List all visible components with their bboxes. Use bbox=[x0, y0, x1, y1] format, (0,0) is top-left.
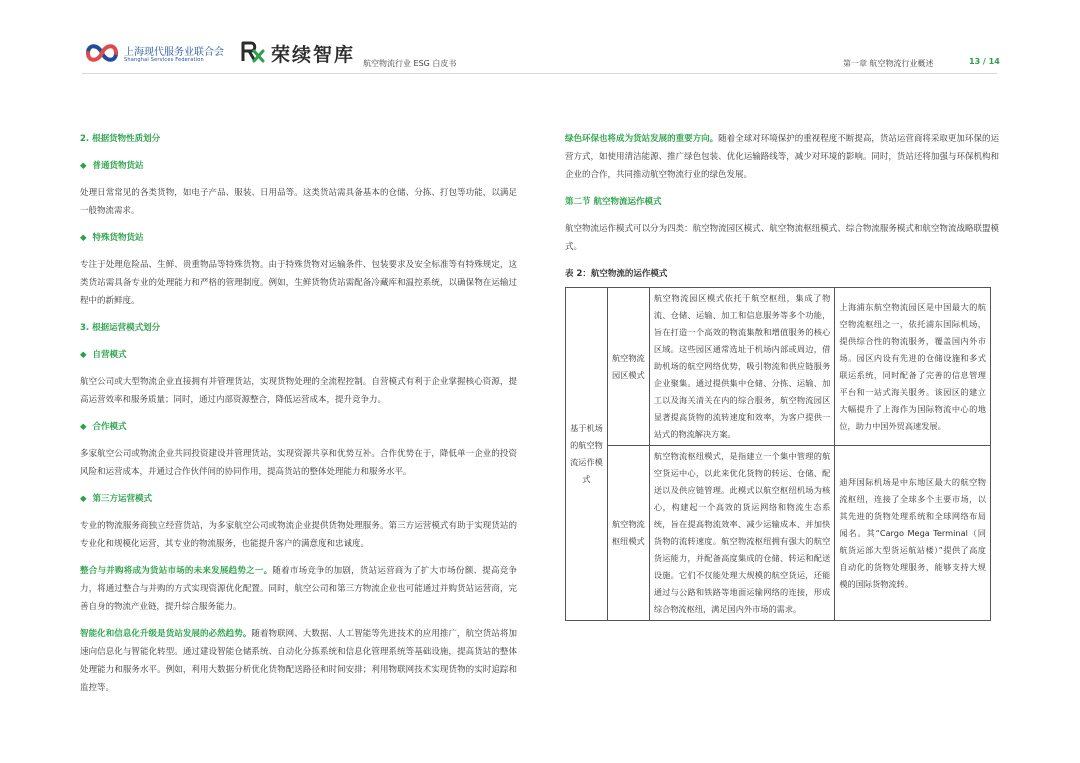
case-cell: 迪拜国际机场是中东地区最大的航空物流枢纽，连接了全球多个主要市场，以其先进的货物处理系统和全球网络布局闻名。其“Cargo Mega Terminal（同航货运部大型货运航站楼）”提供了高度自动化的货物处理服务，能够支持大规模的国际货物流转。 bbox=[835, 446, 991, 621]
case-cell: 上海浦东航空物流园区是中国最大的航空物流枢纽之一，依托浦东国际机场，提供综合性的物流服务，覆盖国内外市场。园区内设有先进的仓储设施和多式联运系统，同时配备了完善的信息管理平台和一站式海关服务。该园区的建立大幅提升了上海作为国际物流中心的地位，助力中国外贸高速发展。 bbox=[835, 288, 991, 446]
mode-cell: 航空物流园区模式 bbox=[607, 288, 649, 446]
section-heading: 2. 根据货物性质划分 bbox=[80, 134, 161, 144]
paragraph: 专注于处理危险品、生鲜、贵重物品等特殊货物。由于特殊货物对运输条件、包装要求及安全标准等有特殊规定，这类货站需具备专业的处理能力和严格的管理制度。例如，生鲜货物货站需配备冷藏库和温控系统，以确保物在运输过程中的新鲜度。 bbox=[80, 260, 517, 306]
subsection-heading: ◆ 普通货物货站 bbox=[80, 161, 144, 171]
description-cell: 航空物流枢纽模式，是指建立一个集中管理的航空货运中心，以此来优化货物的转运、仓储、配送以及供应链管理。此模式以航空枢纽机场为核心，构建起一个高效的货运网络和物流生态系统，旨在提高物流效率、减少运输成本、并加快货物的流转速度。航空物流枢纽拥有强大的航空货运能力，并配备高度集成的仓储、转运和配送设施。它们不仅能处理大规模的航空货运，还能通过与公路和铁路等地面运输网络的连接，形成综合物流枢纽，满足国内外市场的需求。 bbox=[649, 446, 835, 621]
diamond-bullet-icon: ◆ bbox=[80, 161, 87, 171]
paragraph: 专业的物流服务商独立经营货站，为多家航空公司或物流企业提供货物处理服务。第三方运营模式有助于实现货站的专业化和规模化运营，其专业的物流服务，也能提升客户的满意度和忠诚度。 bbox=[80, 521, 517, 549]
paragraph: 智能化和信息化升级是货站发展的必然趋势。随着物联网、大数据、人工智能等先进技术的应用推广，航空货站将加速向信息化与智能化转型。通过建设智能仓储系统、自动化分拣系统和信息化管理系统等基础设施，提高货站的整体处理能力和服务水平。例如，利用大数据分析优化货物配送路径和时间安排；利用物联网技术实现货物的实时追踪和监控等。 bbox=[80, 629, 517, 693]
paragraph: 航空公司或大型物流企业直接拥有并管理货站，实现货物处理的全流程控制。自营模式有利于企业掌握核心资源，提高运营效率和服务质量；同时，通过内部资源整合，降低运营成本，提升竞争力。 bbox=[80, 377, 517, 405]
section-heading: 第二节 航空物流运作模式 bbox=[565, 197, 662, 207]
section-heading: 3. 根据运营模式划分 bbox=[80, 323, 161, 333]
mode-cell: 航空物流枢纽模式 bbox=[607, 446, 649, 621]
table-caption: 表 2：航空物流的运作模式 bbox=[565, 269, 668, 279]
left-column bbox=[80, 130, 517, 697]
page-number: 13 / 14 bbox=[969, 57, 1000, 66]
diamond-bullet-icon: ◆ bbox=[80, 350, 87, 360]
description-cell: 航空物流园区模式依托于航空枢纽，集成了物流、仓储、运输、加工和信息服务等多个功能，旨在打造一个高效的物流集散和增值服务的核心区域。这些园区通常选址于机场内部或周边，借助机场的航空网络优势，吸引物流和供应链服务企业聚集。通过提供集中仓储、分拣、运输、加工以及海关清关在内的综合服务，航空物流园区显著提高货物的流转速度和效率，为客户提供一站式的物流解决方案。 bbox=[649, 288, 835, 446]
org-name: 上海现代服务业联合会 bbox=[124, 47, 224, 58]
table-row bbox=[566, 288, 991, 446]
table-row bbox=[566, 446, 991, 621]
chapter-title: 第一章 航空物流行业概述 bbox=[843, 59, 934, 68]
paragraph: 绿色环保也将成为货站发展的重要方向。随着全球对环境保护的重视程度不断提高，货站运营商将采取更加环保的运营方式，如使用清洁能源、推广绿色包装、优化运输路线等，减少对环境的影响。同时，货站还将加强与环保机构和企业的合作，共同推动航空物流行业的绿色发展。 bbox=[565, 134, 999, 180]
page-header bbox=[0, 0, 1080, 80]
subsection-heading: ◆ 特殊货物货站 bbox=[80, 233, 144, 243]
ssf-logo-icon bbox=[84, 40, 120, 66]
right-column bbox=[565, 130, 999, 621]
doc-title: 航空物流行业 ESG 白皮书 bbox=[363, 59, 457, 68]
brand-name: 荣续智库 bbox=[271, 44, 356, 66]
diamond-bullet-icon: ◆ bbox=[80, 233, 87, 243]
header-divider bbox=[82, 73, 997, 74]
subsection-heading: ◆ 自营模式 bbox=[80, 350, 127, 360]
rx-logo-icon bbox=[240, 40, 266, 64]
paragraph: 多家航空公司或物流企业共同投资建设并管理货站，实现资源共享和优势互补。合作优势在于，降低单一企业的投资风险和运营成本，并通过合作伙伴间的协同作用，提高货站的整体处理能力和服务水平。 bbox=[80, 449, 517, 477]
diamond-bullet-icon: ◆ bbox=[80, 422, 87, 432]
org-name-en: Shanghai Services Federation bbox=[124, 57, 204, 63]
paragraph: 整合与并购将成为货站市场的未来发展趋势之一。随着市场竞争的加剧，货站运营商为了扩大市场份额、提高竞争力，将通过整合与并购的方式实现资源优化配置。同时，航空公司和第三方物流企业也可能通过并购货站运营商，完善自身的物流产业链，提升综合服务能力。 bbox=[80, 566, 517, 612]
diamond-bullet-icon: ◆ bbox=[80, 494, 87, 504]
subsection-heading: ◆ 第三方运营模式 bbox=[80, 494, 153, 504]
operation-modes-table bbox=[565, 287, 991, 621]
paragraph: 处理日常常见的各类货物，如电子产品、服装、日用品等。这类货站需具备基本的仓储、分拣、打包等功能，以满足一般物流需求。 bbox=[80, 188, 517, 216]
paragraph: 航空物流运作模式可以分为四类：航空物流园区模式、航空物流枢纽模式、综合物流服务模式和航空物流战略联盟模式。 bbox=[565, 224, 999, 252]
subsection-heading: ◆ 合作模式 bbox=[80, 422, 127, 432]
group-label-cell: 基于机场的航空物流运作模式 bbox=[566, 288, 608, 621]
